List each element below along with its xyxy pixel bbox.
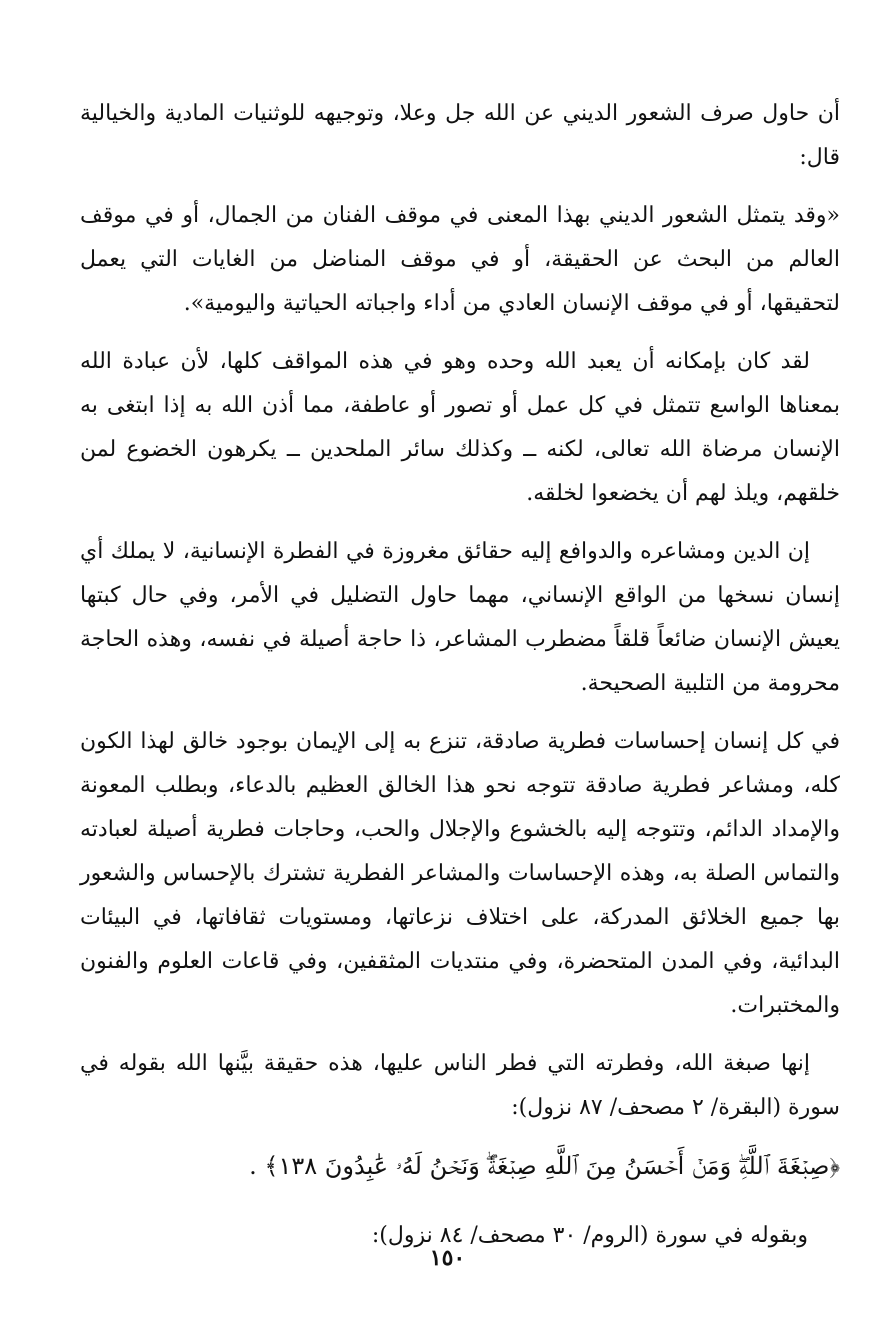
closing-line: وبقوله في سورة (الروم/ ٣٠ مصحف/ ٨٤ نزول): bbox=[371, 1223, 808, 1248]
page-body bbox=[80, 92, 840, 1258]
page-number: ١٥٠ bbox=[429, 1245, 466, 1271]
paragraph-1: أن حاول صرف الشعور الديني عن الله جل وعلا، وتوجيهه للوثنيات المادية والخيالية قال: bbox=[80, 101, 840, 170]
paragraph-4: إن الدين ومشاعره والدوافع إليه حقائق مغروزة في الفطرة الإنسانية، لا يملك أي إنسان نسخها من الواقع الإنساني، مهما حاول التضليل في الأمر، وفي حال كبتها يعيش الإنسان ضائعاً قلقاً مضطرب المشاعر، ذا حاجة أصيلة في نفسه، وهذه الحاجة محرومة من التلبية الصحيحة. bbox=[80, 539, 840, 696]
paragraph-5: في كل إنسان إحساسات فطرية صادقة، تنزع به إلى الإيمان بوجود خالق لهذا الكون كله، ومشاعر فطرية صادقة تتوجه نحو هذا الخالق العظيم بالدعاء، وبطلب المعونة والإمداد الدائم، وتتوجه إليه بالخشوع والإجلال والحب، وحاجات فطرية أصيلة لعبادته والتماس الصلة به، وهذه الإحساسات والمشاعر الفطرية تشترك بالإحساس والشعور بها جميع الخلائق المدركة، على اختلاف نزعاتها، ومستويات ثقافاتها، في البيئات البدائية، وفي المدن المتحضرة، وفي منتديات المثقفين، وفي قاعات العلوم والفنون والمختبرات. bbox=[80, 729, 840, 1018]
paragraph-6: إنها صبغة الله، وفطرته التي فطر الناس عليها، هذه حقيقة بيَّنها الله بقوله في سورة (البقرة/ ٢ مصحف/ ٨٧ نزول): bbox=[80, 1051, 840, 1120]
paragraph-2-quote: «وقد يتمثل الشعور الديني بهذا المعنى في موقف الفنان من الجمال، أو في موقف العالم من البحث عن الحقيقة، أو في موقف المناضل من الغايات التي يعمل لتحقيقها، أو في موقف الإنسان العادي من أداء واجباته الحياتية واليومية». bbox=[80, 203, 840, 316]
paragraph-3: لقد كان بإمكانه أن يعبد الله وحده وهو في هذه المواقف كلها، لأن عبادة الله بمعناها الواسع تتمثل في كل عمل أو تصور أو عاطفة، مما أذن الله به إذا ابتغى به الإنسان مرضاة الله تعالى، لكنه ــ وكذلك سائر الملحدين ــ يكرهون الخضوع لمن خلقهم، ويلذ لهم أن يخضعوا لخلقه. bbox=[80, 349, 840, 506]
quran-verse: ﴿صِبۡغَةَ ٱللَّهِۖ وَمَنۡ أَحۡسَنُ مِنَ ٱللَّهِ صِبۡغَةٗۖ وَنَحۡنُ لَهُۥ عَٰبِدُونَ ١٣٨﴾ . bbox=[249, 1152, 840, 1180]
